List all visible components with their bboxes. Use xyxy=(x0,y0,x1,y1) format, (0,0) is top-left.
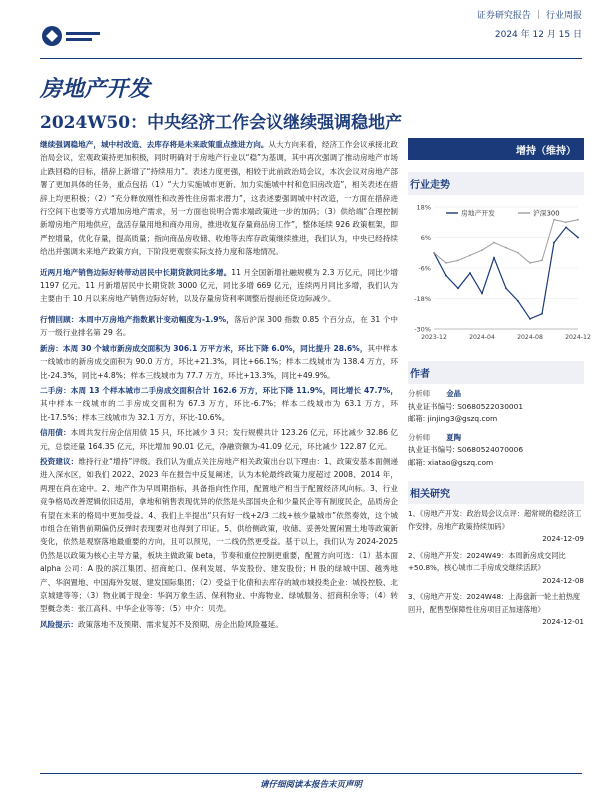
analyst-cert: 执业证书编号: S0680524070006 xyxy=(408,445,524,454)
data-point xyxy=(541,259,543,261)
rating-badge: 增持（维持） xyxy=(408,138,584,160)
y-tick-label: -6% xyxy=(418,264,431,273)
data-point xyxy=(565,221,567,223)
legend-label: 房地产开发 xyxy=(461,209,495,218)
body-paragraph: 风险提示：政策落地不及预期、需求复苏不及预期、房企出险风险蔓延。 xyxy=(40,619,283,629)
footer-disclaimer: 请仔细阅读本报告末页声明 xyxy=(40,773,582,790)
report-category: 证券研究报告 xyxy=(476,11,531,21)
body-paragraph: 投资建议：维持行业“增持”评级。我们认为重点关注房地产相关政策出台以下理由：1、政策安基本面侧递进入深水区，如我们 2022、2023 年在报告中反复阐述，认为本轮最终政策力度超过 2008、2014 年，两理在尚在途中。2、地产作为早周期指标，具备指向性作用，配置地产相当于配置经济风向标。3、行业竞争格局改善逻辑依旧适用，拿地和销售表现优异的依然是头部国央企和少量民企等有制度民企，品质房企有望在未来的格局中更加受益。4、我们上半提出“只有好一线+2/3 二线+核少量城市”依然奏效，这个城市组合在销售前期偏仍反弹时表现要对也得到了印证。5、供给侧政策，收储、妥善处置闲置土地等政策新变化，依然是观察落地最重要的方向，且可以预见，一二线仍然更受益。基于以上，我们认为 2024-2025 仍然是以政策为核心主导方量，板块主做政策 beta，节奏和重位控制更重要，配置方向可选：（1）基本面 alpha 公司：A 股的滨江集团、招商蛇口、保利发展、华发股份、建发股份；H 股的绿城中国、越秀地产、华润置地、中国海外发展、建发国际集团；（2）受益于化债和去库存的城市城投类企业：城投控股、北京城建等等；（3）物业属于现金：华润万象生活、保利物业、中海物业、绿城服务、招商积余等；（4）转型概念类：张江高科、中华企业等等；（5）中介：贝壳。 xyxy=(40,456,399,614)
series-line-1 xyxy=(434,220,578,263)
analyst-email[interactable]: 邮箱: jinjing3@gszq.com xyxy=(408,414,498,423)
report-title: 2024W50：中央经济工作会议继续强调稳地产 xyxy=(40,113,403,133)
series-line-0 xyxy=(434,227,578,318)
body-paragraph: 信用债：本周共发行房企信用债 15 只，环比减少 3 只；发行规模共计 123.26 亿元，环比减少 32.86 亿元，总偿还量 164.35 亿元，环比增加 90.01 亿元，净融资额为-41.09 亿元，环比减少 122.87 亿元。 xyxy=(40,428,398,451)
data-point xyxy=(469,254,471,256)
y-tick-label: -18% xyxy=(414,295,431,303)
related-item[interactable]: 2、《房地产开发：2024W49：本周新房成交同比+50.8%，核心城市二手房成交继续活跃》 2024-12-08 xyxy=(408,550,584,585)
data-point xyxy=(553,219,555,221)
analyst-block xyxy=(408,388,584,469)
data-point xyxy=(469,272,471,274)
data-point xyxy=(493,242,495,244)
related-list xyxy=(408,508,584,629)
x-tick-label: 2024-12 xyxy=(565,334,591,341)
header-meta xyxy=(477,8,582,40)
body-paragraph: 行情回顾：本周中万房地产指数累计变动幅度为-1.9%，落后沪深 300 指数 0.85 个百分点，在 31 个中万一级行业排名第 29 名。 xyxy=(40,314,398,338)
report-subcategory: 行业周报 xyxy=(545,11,582,21)
sidebar xyxy=(408,138,591,633)
data-point xyxy=(505,287,507,289)
x-tick-label: 2024-04 xyxy=(469,334,495,341)
analyst-row: 分析师 夏陶 xyxy=(408,432,461,442)
body-paragraph: 二手房：本周 13 个样本城市二手房成交面积合计 162.6 万方，环比下降 11.9%，同比增长 47.7%，其中样本一线城市的二手房成交面积为 67.3 万方，环比-6.7%；样本二线城市为 63.1 万方，环比-17.5%；样本三线城市为 32.1 万方，环比-10.6%。 xyxy=(40,385,398,422)
header-rule xyxy=(40,58,582,59)
report-date: 2024 年 12 月 15 日 xyxy=(494,30,582,40)
trend-chart-svg xyxy=(408,199,591,349)
analyst-heading: 作者 xyxy=(408,361,584,384)
related-item[interactable]: 3、《房地产开发：2024W48：上海盘新一轮土拍热度回升，配售型保障性住房项目正加速落地》 2024-12-01 xyxy=(408,592,584,626)
legend-label: 沪深300 xyxy=(533,209,560,218)
y-tick-label: -30% xyxy=(414,325,431,334)
y-tick-label: 6% xyxy=(420,234,431,242)
y-tick-label: 18% xyxy=(416,203,431,212)
data-point xyxy=(529,318,531,320)
sector-title: 房地产开发 xyxy=(40,76,151,102)
analyst-email[interactable]: 邮箱: xiatao@gszq.com xyxy=(408,457,494,467)
body-paragraph: 近两月地产销售边际好转带动居民中长期贷款同比多增。11 月全国新增社融规模为 2.3 万亿元，同比少增 1197 亿元。11 月新增居民中长期贷款 3000 亿元，同比多增 669 亿元，连续两月同比多增，我们认为主要由于 10 月以来房地产销售边际好转，以及存量房贷利率调整后提前还贷边际减少。 xyxy=(40,267,399,304)
related-heading: 相关研究 xyxy=(408,481,584,504)
trend-chart xyxy=(408,199,591,349)
data-point xyxy=(505,247,507,249)
data-point xyxy=(577,219,579,221)
data-point xyxy=(445,275,447,277)
data-point xyxy=(529,262,531,264)
analyst-row: 分析师 金晶 xyxy=(408,389,461,398)
data-point xyxy=(553,242,555,244)
trend-heading: 行业走势 xyxy=(408,172,584,195)
report-body xyxy=(40,138,398,633)
body-paragraph: 新房：本周 30 个城市新房成交面积为 306.1 万平方米，环比下降 6.0%，同比提升 28.6%，其中样本一线城市的新房成交面积为 90.0 万方，环比+21.3%，同比+66.1%；样本二线城市为 138.4 万方，环比-24.3%，同比+4.8%；样本三线城市为 77.7 万方，环比+13.3%，同比+49.9%。 xyxy=(40,343,399,380)
data-point xyxy=(481,293,483,295)
analyst-cert: 执业证书编号: S0680522030001 xyxy=(408,401,524,411)
data-point xyxy=(457,287,459,289)
data-point xyxy=(541,313,543,315)
data-point xyxy=(577,237,579,239)
header-separator: | xyxy=(536,9,540,20)
data-point xyxy=(433,252,435,254)
body-paragraph: 继续强调稳地产，城中村改造、去库存将是未来政策重点推进方向。从大方向来看，经济工作会议承接北政治局会议，宏观政策持更加积极，同时明确对于房地产行业以“稳”为基调，其中再次强调了推动房地产市场止跌回稳的目标，措辞上新增了“持续用力”。表述力度更强，相较于此前政治局会议，本次会议对房地产部署了更加具体的任务，重点包括（1）“大力实施城市更新、加力实施城中村和危旧房改造”，相关表述在措辞上均更积极；（2）“充分释放刚性和改善性住房需求潜力”，这表述要强调城中村改造，一方面在措辞进行空间下也要等方式增加房地产需求，另一方面也说明合需求端政策进一步的加码；（3）供给端“合理控制新增房地产用地供应，盘活存量用地和商办用房，推进收复存量商品房工作”，整体延续 926 政策框架，即严控增量，优化存量，提高质量；指向商品房收储、收地等去库存政策继续推进，我们认为，中央已经持续给出并强调未来地产政策方向，下阶段更观察实际支持力度和落地情况。 xyxy=(40,140,399,257)
data-point xyxy=(445,262,447,264)
company-logo-icon xyxy=(40,22,104,50)
data-point xyxy=(481,249,483,251)
data-point xyxy=(565,226,567,228)
data-point xyxy=(493,257,495,259)
data-point xyxy=(517,300,519,302)
data-point xyxy=(457,259,459,261)
x-tick-label: 2023-12 xyxy=(421,334,447,341)
data-point xyxy=(517,252,519,254)
x-tick-label: 2024-08 xyxy=(517,334,543,341)
related-item[interactable]: 1、《房地产开发：政治局会议点评：超常规的稳经济工作安排，房地产政策持续加码》 2024-12-09 xyxy=(408,509,584,543)
